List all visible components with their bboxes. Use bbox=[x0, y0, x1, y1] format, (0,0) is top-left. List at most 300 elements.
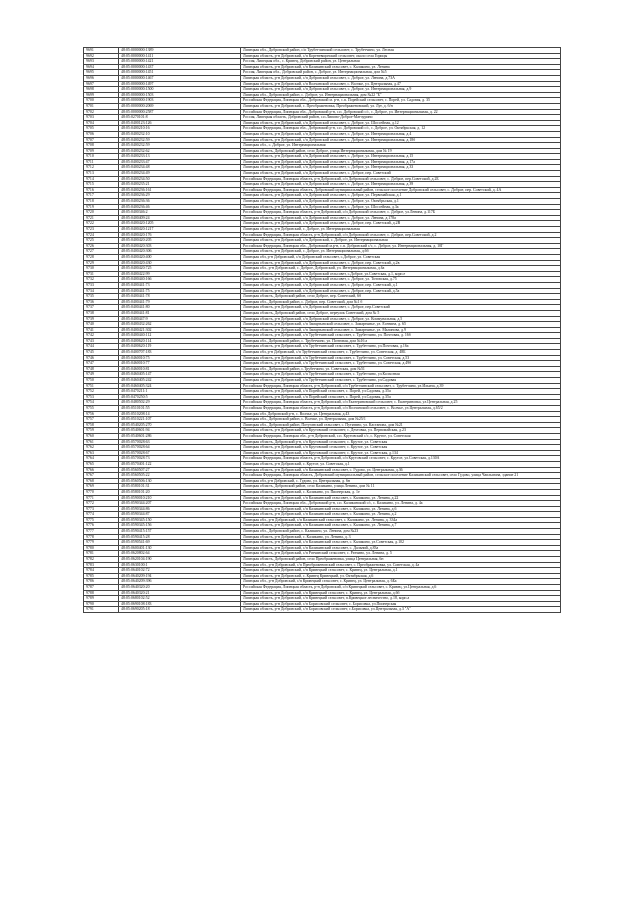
address-cell: Липецкая область, р-н Добровский, с/п Каликинский сельсовет, с. Каликино, ул. Ленина, д.22 bbox=[241, 495, 561, 501]
address-cell: Липецкая обл. Добровский р-н, с. Волчье, ул. Центральная, д.43 bbox=[241, 411, 561, 417]
cadastral-number-cell: 48:05:0640102:72 bbox=[119, 568, 241, 574]
cadastral-number-cell: 48:05:0460405:242 bbox=[119, 378, 241, 384]
cadastral-number-cell: 48:05:0000000:1467 bbox=[119, 75, 241, 81]
address-cell: Липецкая обл., Добровский район, с. Доброе, пер. Советский, дом №1 б bbox=[241, 299, 561, 305]
cadastral-number-cell: 48:05:0400234:49 bbox=[119, 171, 241, 177]
address-cell: Россия, Липецкая обл., с. Кривец, Добровский район, ул. Центральная bbox=[241, 59, 561, 65]
address-cell: Липецкая область, р-н Добровский, с/п Добровский, с. Доброе, ул. Интернациональная bbox=[241, 238, 561, 244]
address-cell: Липецкая область, р-н Добровский, с/п Кривецкий сельсовет, с. Кривец, ул. Центральная, д.6б bbox=[241, 590, 561, 596]
row-number-cell: 9701 bbox=[84, 103, 119, 109]
cadastral-number-cell: 48:05:0400236:161 bbox=[119, 187, 241, 193]
address-cell: Российская Федерация, Липецкая область, Добровский муниципальный район, сельское поселение Добровский сельсовет, с. Доброе, пер. Советский, д. 4А bbox=[241, 187, 561, 193]
address-cell: Липецкая область, р-н Добровский, с/п Замартынский сельсовет, с. Замартынье, ул. Малинова, д.9 bbox=[241, 327, 561, 333]
cadastral-number-cell: 48:05:0470250:5 bbox=[119, 394, 241, 400]
row-number-cell: 9704 bbox=[84, 120, 119, 126]
row-number-cell: 9721 bbox=[84, 215, 119, 221]
row-number-cell: 9782 bbox=[84, 557, 119, 563]
cadastral-number-cell: 48:05:0400123:126 bbox=[119, 120, 241, 126]
row-number-cell: 9790 bbox=[84, 601, 119, 607]
cadastral-number-cell: 48:05:0590344:87 bbox=[119, 512, 241, 518]
address-cell: Липецкая область, р-н Добровский, с/п Добровский сельсовет, с. Доброе, ул. Интернациональная, д.9 bbox=[241, 87, 561, 93]
row-number-cell: 9758 bbox=[84, 422, 119, 428]
cadastral-number-cell: 48:05:0400232:59 bbox=[119, 137, 241, 143]
cadastral-number-cell: 48:05:0540601:286 bbox=[119, 433, 241, 439]
cadastral-number-cell: 48:05:0400441:80 bbox=[119, 305, 241, 311]
cadastral-number-cell: 48:05:0510221:107 bbox=[119, 417, 241, 423]
address-cell: Липецкая область, р-н Добровский, с/п Добровский сельсовет, с. Доброе, ул. Первомайская, д.1 bbox=[241, 193, 561, 199]
address-cell: Липецкая область, р-н Добровский, с/п Добровский сельсовет, с.Доброе, ул.Советская, д.1, корп.е bbox=[241, 271, 561, 277]
address-cell: Российская Федерация, Липецкая область, р-н Добровский, с/п Волчанский сельсовет, с. Волчье, ул.Центральная, д.65/2 bbox=[241, 406, 561, 412]
address-cell: Липецкая обл., р-н Добровский, с/п Преображеновский сельсовет, с. Преображеновка, ул. Советская, д. 4а bbox=[241, 562, 561, 568]
row-number-cell: 9719 bbox=[84, 204, 119, 210]
row-number-cell: 9714 bbox=[84, 176, 119, 182]
row-number-cell: 9738 bbox=[84, 310, 119, 316]
cadastral-number-cell: 48:05:0400420:400 bbox=[119, 254, 241, 260]
row-number-cell: 9720 bbox=[84, 210, 119, 216]
row-number-cell: 9785 bbox=[84, 573, 119, 579]
row-number-cell: 9741 bbox=[84, 327, 119, 333]
address-cell: Российская Федерация, Липецкая область, р-н Добровский, с/п Добровский сельсовет, с. Доброе, пер.Советский, д.2 bbox=[241, 232, 561, 238]
row-number-cell: 9707 bbox=[84, 137, 119, 143]
address-cell: Липецкая область, р-н Добровский, с/п Добровский сельсовет, с. Доброе, ул. Шоссейная, д.12 bbox=[241, 120, 561, 126]
address-cell: Россия, Липецкая область, Добровский район, с.п.Липово-Доброе-Матчурино bbox=[241, 115, 561, 121]
address-cell: Липецкая область, р-н Добровский, с/п Добровский сельсовет, с. Доброе, ул. Интернациональная, д.4 bbox=[241, 131, 561, 137]
address-cell: Липецкая область, Добровский район, село Доброе, переулок Советский, дом № 5 bbox=[241, 310, 561, 316]
row-number-cell: 9727 bbox=[84, 249, 119, 255]
row-number-cell: 9756 bbox=[84, 411, 119, 417]
address-cell: Липецкая область, р-н Добровский, с/п Крутовский сельсовет, с. Крутое, ул. Советская bbox=[241, 445, 561, 451]
address-cell: Липецкая обл., Добровский район, с/п Трубетчинский сельсовет, с. Трубетчино, ул. Лесная bbox=[241, 48, 561, 54]
cadastral-number-cell: 48:05:0590344:207 bbox=[119, 501, 241, 507]
address-cell: Липецкая область, р-н Добровский, с. Преображеновка, Преображеновский, ул. Луг, д. б/н bbox=[241, 103, 561, 109]
cadastral-number-cell: 48:05:0400210:16 bbox=[119, 126, 241, 132]
row-number-cell: 9698 bbox=[84, 87, 119, 93]
address-cell: Липецкая область, р-н Добровский, с/п Каликинский сельсовет, с. Гудово, ул. Центральная, д.36 bbox=[241, 467, 561, 473]
cadastral-number-cell: 48:05:0460405:147 bbox=[119, 372, 241, 378]
row-number-cell: 9776 bbox=[84, 523, 119, 529]
address-cell: Российская Федерация, Липецкая обл., р-н Добровский, с.п. Крутовский с/с, с. Крутое, ул. Советская bbox=[241, 433, 561, 439]
cadastral-number-cell: 48:05:0400232:62 bbox=[119, 148, 241, 154]
row-number-cell: 9746 bbox=[84, 355, 119, 361]
cadastral-number-cell: 48:05:0400441:79 bbox=[119, 299, 241, 305]
address-cell: Российская Федерация, Липецкая обл., Добровский м.р-н, с.п. Добровский с/с, с. Доброе, ул. Интернациональная, д. 10Г bbox=[241, 243, 561, 249]
cadastral-number-cell: 48:05:0630100:1 bbox=[119, 562, 241, 568]
address-cell: Липецкая обл., р-н Добровский, с/п Каликинский сельсовет, с. Каликино, ул. Ленина, д. 334а bbox=[241, 517, 561, 523]
address-cell: Липецкая область, р-н Добровский, с/п Каликинский сельсовет, с. Каликино, ул. Ленина, д.7 bbox=[241, 523, 561, 529]
row-number-cell: 9747 bbox=[84, 361, 119, 367]
cadastral-number-cell: 48:05:0400421:302 bbox=[119, 327, 241, 333]
row-number-cell: 9736 bbox=[84, 299, 119, 305]
row-number-cell: 9700 bbox=[84, 98, 119, 104]
address-cell: Россия, Липецкая обл., Добровский район, с. Доброе, ул. Интернациональная, дом №5 bbox=[241, 70, 561, 76]
row-number-cell: 9728 bbox=[84, 254, 119, 260]
row-number-cell: 9753 bbox=[84, 394, 119, 400]
row-number-cell: 9775 bbox=[84, 517, 119, 523]
row-number-cell: 9757 bbox=[84, 417, 119, 423]
address-cell: Липецкая область, р-н Добровский, с/п Каликинский сельсовет, с. Каликино, ул. Ленина bbox=[241, 64, 561, 70]
address-cell: Липецкая область, р-н Добровский, с/п Каликинский сельсовет, с. Дальний, д.83а bbox=[241, 545, 561, 551]
cadastral-number-cell: 48:05:0540601:94 bbox=[119, 428, 241, 434]
row-number-cell: 9699 bbox=[84, 92, 119, 98]
address-cell: Липецкая обл., с. Доброе, ул. Интернациональная bbox=[241, 143, 561, 149]
address-cell: Российская Федерация, Липецкая область, р-н Добровский, с/п Екатериновский сельсовет, с. Екатериновка, ул.Центральная, д.25 bbox=[241, 400, 561, 406]
address-cell: Липецкая область, р-н Добровский, с/п Волчанский сельсовет, с. Волчье, ул. Центральная, д.47 bbox=[241, 81, 561, 87]
cadastral-number-cell: 48:05:0510101:55 bbox=[119, 406, 241, 412]
cadastral-number-cell: 48:05:0400234:48 bbox=[119, 165, 241, 171]
cadastral-number-cell: 48:05:0590345:150 bbox=[119, 517, 241, 523]
row-number-cell: 9693 bbox=[84, 59, 119, 65]
address-cell: Российская Федерация, Липецкая обл., Добровский м. р-н, с.п. Порейский сельсовет, с. Порей, ул. Садовая, д. 35 bbox=[241, 98, 561, 104]
cadastral-number-cell: 48:05:0400236:29 bbox=[119, 193, 241, 199]
row-number-cell: 9705 bbox=[84, 126, 119, 132]
row-number-cell: 9739 bbox=[84, 316, 119, 322]
row-number-cell: 9749 bbox=[84, 372, 119, 378]
cadastral-number-cell: 48:05:0560505:22 bbox=[119, 473, 241, 479]
address-cell: Российская Федерация, Липецкая область, р-н Добровский, с/п Кривецкий сельсовет, с. Кривец, ул.Центральная, д.6 bbox=[241, 585, 561, 591]
cadastral-number-cell: 48:05:0400233:13 bbox=[119, 154, 241, 160]
row-number-cell: 9768 bbox=[84, 478, 119, 484]
row-number-cell: 9729 bbox=[84, 260, 119, 266]
address-cell: Липецкая область, р-н Добровский, с/п Добровский сельсовет, с. Доброе, пер. Советский bbox=[241, 171, 561, 177]
address-cell: Российская Федерация, Липецкая область, р-н Добровский, с/п Добровский сельсовет, с. Доброе, ул.Ленина, д.117Б bbox=[241, 210, 561, 216]
cadastral-number-cell: 48:05:0000000:1437 bbox=[119, 64, 241, 70]
cadastral-number-cell: 48:05:0400420:1205 bbox=[119, 221, 241, 227]
address-cell: Липецкая область, р-н Добровский, с/п Трубетчинский сельсовет, с. Трубетчино, ул. Почтовая, д. 16б bbox=[241, 333, 561, 339]
row-number-cell: 9708 bbox=[84, 143, 119, 149]
cadastral-number-cell: 48:05:0460010:75 bbox=[119, 355, 241, 361]
cadastral-number-cell: 48:05:0400707:183 bbox=[119, 350, 241, 356]
address-cell: Липецкая область, р-н Добровский, с/п Добровский сельсовет, с. Доброе, пер. Советский, д.5а bbox=[241, 288, 561, 294]
row-number-cell: 9754 bbox=[84, 400, 119, 406]
row-number-cell: 9781 bbox=[84, 551, 119, 557]
row-number-cell: 9697 bbox=[84, 81, 119, 87]
cadastral-number-cell: 48:05:0570028:64 bbox=[119, 445, 241, 451]
address-cell: Липецкая область, р-н Добровский, с. Каликино, ул. Ленина, д. 3 bbox=[241, 534, 561, 540]
cadastral-number-cell: 48:05:0400441:81 bbox=[119, 310, 241, 316]
address-cell: Липецкая область, Добровский район, село Доброе, улица Интернациональная, дом № 19 bbox=[241, 148, 561, 154]
row-number-cell: 9788 bbox=[84, 590, 119, 596]
row-number-cell: 9706 bbox=[84, 131, 119, 137]
address-cell: Липецкая область, р-н Добровский, с/п Добровский сельсовет, с. Доброе, ул. Интернациональная, д.18б bbox=[241, 137, 561, 143]
row-number-cell: 9783 bbox=[84, 562, 119, 568]
cadastral-number-cell: 48:05:0560507:27 bbox=[119, 467, 241, 473]
cadastral-number-cell: 48:05:0400447:9 bbox=[119, 316, 241, 322]
address-cell: Липецкая обл., Добровский район, с. Трубетчино, ул. Почтовая, дом №16 а bbox=[241, 338, 561, 344]
cadastral-number-cell: 48:05:0400236:46 bbox=[119, 204, 241, 210]
address-cell: Липецкая область, р-н Добровский, с/п Добровский сельсовет, с. Доброе, ул. Октябрьская, д.1 bbox=[241, 199, 561, 205]
cadastral-number-cell: 48:05:0580101:20 bbox=[119, 489, 241, 495]
cadastral-number-cell: 48:05:0000000:2069 bbox=[119, 103, 241, 109]
cadastral-number-cell: 48:05:0510208:14 bbox=[119, 411, 241, 417]
address-cell: Липецкая обл, р-н Добровский, с/п Трубетчинский сельсовет, с. Трубетчино, ул. Советская, д. 48Б bbox=[241, 350, 561, 356]
cadastral-number-cell: 48:05:0400441:75 bbox=[119, 288, 241, 294]
cadastral-number-cell: 48:05:0590010:210 bbox=[119, 495, 241, 501]
cadastral-number-cell: 48:05:0000000:1389 bbox=[119, 48, 241, 54]
cadastral-number-cell: 48:05:0400420:430 bbox=[119, 260, 241, 266]
cadastral-number-cell: 48:05:0400420:306 bbox=[119, 249, 241, 255]
address-cell: Липецкая область, р-н Добровский, с. Каликино, ул. Пионерская, д. 1е bbox=[241, 489, 561, 495]
row-number-cell: 9742 bbox=[84, 333, 119, 339]
cadastral-number-cell: 48:05:0400233:47 bbox=[119, 159, 241, 165]
address-cell: Российская Федерация, Липецкая область, Добровский муниципальный район, сельское поселение Каликинский сельсовет, село Гудово, улица Чаплыгина, здание 21 bbox=[241, 473, 561, 479]
address-cell: Липецкая область, Добровский район, село Доброе, пер. Советский, 6б bbox=[241, 294, 561, 300]
cadastral-number-cell: 48:05:0620104:190 bbox=[119, 557, 241, 563]
cadastral-number-cell: 48:05:0400232:10 bbox=[119, 131, 241, 137]
cadastral-number-cell: 48:05:0570028:67 bbox=[119, 450, 241, 456]
cadastral-number-cell: 48:05:0460010:77 bbox=[119, 361, 241, 367]
row-number-cell: 9770 bbox=[84, 489, 119, 495]
address-cell: Липецкая область, р-н Добровский, с/п Трубетчинский сельсовет, с. Трубетчино, ул. Советская, д.53 bbox=[241, 355, 561, 361]
cadastral-number-cell: 48:05:0400420:1217 bbox=[119, 227, 241, 233]
cadastral-number-cell: 48:05:0000000:1497 bbox=[119, 81, 241, 87]
row-number-cell: 9723 bbox=[84, 227, 119, 233]
cadastral-number-cell: 48:05:0470211:1 bbox=[119, 389, 241, 395]
cadastral-number-cell: 48:05:0400346:2 bbox=[119, 210, 241, 216]
row-number-cell: 9750 bbox=[84, 378, 119, 384]
address-cell: Липецкая область, Добровский р-н, с/п Крутовский сельсовет, с. Крутое, ул. Советская bbox=[241, 439, 561, 445]
address-cell: Липецкая область, р-н Добровский, с/п Крутовский сельсовет, с. Крутое, ул. Советская, д.134 bbox=[241, 450, 561, 456]
row-number-cell: 9778 bbox=[84, 534, 119, 540]
address-cell: Липецкая область, р-н Добровский, с/п Трубетчинский сельсовет, с. Трубетчино, ул. Советская, д.49б bbox=[241, 361, 561, 367]
row-number-cell: 9791 bbox=[84, 607, 119, 613]
cadastral-number-cell: 48:05:0400232:59 bbox=[119, 143, 241, 149]
row-number-cell: 9767 bbox=[84, 473, 119, 479]
cadastral-number-cell: 48:05:0400441:78 bbox=[119, 294, 241, 300]
row-number-cell: 9786 bbox=[84, 579, 119, 585]
cadastral-number-cell: 48:05:0270101:8 bbox=[119, 115, 241, 121]
row-number-cell: 9752 bbox=[84, 389, 119, 395]
address-cell: Липецкая область, р-н Добровский, с/п Каликинский сельсовет, с. Каликино, ул.Советская, д.102 bbox=[241, 540, 561, 546]
address-cell: Липецкая область, р-н Добровский, с/п Добровский сельсовет, с. Доброе, пер. Советский, д.2В bbox=[241, 221, 561, 227]
cadastral-number-cell: 48:05:0640209:396 bbox=[119, 579, 241, 585]
row-number-cell: 9789 bbox=[84, 596, 119, 602]
cadastral-number-cell: 48:05:0590415:157 bbox=[119, 529, 241, 535]
address-cell: Липецкая область, р-н Добровский, с/п Замартынский сельсовет, с. Замартынье, ул. Есенина, д. 65 bbox=[241, 322, 561, 328]
cadastral-number-cell: 48:05:0400620:114 bbox=[119, 338, 241, 344]
cadastral-number-cell: 48:05:0400420:725 bbox=[119, 266, 241, 272]
row-number-cell: 9716 bbox=[84, 187, 119, 193]
address-cell: Липецкая область, р-н Добровский, с/п Добровский сельсовет, с. Доброе, ул. Титовская, д.75 bbox=[241, 277, 561, 283]
address-cell: Липецкая область, р-н Добровский, с/п Трубетчинский сельсовет, с. Трубетчино, ул.Колхозная bbox=[241, 372, 561, 378]
address-cell: Липецкая область, р-н Добровский, с/п Добровский сельсовет, с. Доброе, пер.Советский bbox=[241, 305, 561, 311]
address-cell: Российская Федерация, Липецкая область, р-н Добровский, с/п Крутовский сельсовет, с. Крутое, ул.Советская, д.130А bbox=[241, 456, 561, 462]
address-cell: Липецкая область, р-н Добровский, с/п Добровский сельсовет, с. Доброе, пер. Советский, д.2в bbox=[241, 260, 561, 266]
cadastral-number-cell: 48:05:0400441:73 bbox=[119, 282, 241, 288]
cadastral-number-cell: 48:05:0570401:122 bbox=[119, 461, 241, 467]
row-number-cell: 9743 bbox=[84, 338, 119, 344]
cadastral-number-cell: 48:05:0400409:24 bbox=[119, 215, 241, 221]
address-cell: Липецкая область, р-н Добровский, с/п Добровский сельсовет, с. Доброе, ул. Ленина, д.73А bbox=[241, 75, 561, 81]
address-cell: Липецкая область, р-н Добровский, с/п Порейский сельсовет, с. Порей, ул.Садовая, д.35а bbox=[241, 394, 561, 400]
cadastral-number-cell: 48:05:0400620:119 bbox=[119, 344, 241, 350]
address-cell: Липецкая обл., Добровский район, с. Волчье, ул. Центральная, дом №25/1 bbox=[241, 417, 561, 423]
address-cell: Липецкая область, р-н Добровский, с/п Добровский сельсовет, с. Доброе, ул. Интернациональная, д.33 bbox=[241, 165, 561, 171]
cadastral-number-cell: 48:05:0000000:1421 bbox=[119, 59, 241, 65]
cadastral-number-cell: 48:05:0640320:20 bbox=[119, 585, 241, 591]
address-cell: Липецкая обл., р-н Добровский, с/п Кривецкий сельсовет, с. Кривец, ул. Центральная, д. 6Ба bbox=[241, 579, 561, 585]
row-number-cell: 9702 bbox=[84, 109, 119, 115]
row-number-cell: 9717 bbox=[84, 193, 119, 199]
address-cell: Российская Федерация, Липецкая область, р-н Добровский, с/п Добровский сельсовет, с. Доброе, пер.Советский, д.2Б bbox=[241, 176, 561, 182]
cadastral-number-cell: 48:05:0400420:205 bbox=[119, 238, 241, 244]
cadastral-number-cell: 48:05:0680102:52 bbox=[119, 596, 241, 602]
cadastral-number-cell: 48:05:0460405:324 bbox=[119, 383, 241, 389]
registry-sheet bbox=[83, 47, 560, 613]
row-number-cell: 9703 bbox=[84, 115, 119, 121]
row-number-cell: 9734 bbox=[84, 288, 119, 294]
row-number-cell: 9724 bbox=[84, 232, 119, 238]
address-cell: Липецкая область, р-н Добровский, с/п Добровский сельсовет, с. Доброе, пер. Советский, д.1 bbox=[241, 282, 561, 288]
cadastral-number-cell: 48:05:0590344:86 bbox=[119, 506, 241, 512]
address-cell: Липецкая область, р-н Добровский, с/п Трубетчинский сельсовет, с. Трубетчино, ул.Садовая bbox=[241, 378, 561, 384]
cadastral-number-cell: 48:05:0000000:2587 bbox=[119, 109, 241, 115]
row-number-cell: 9762 bbox=[84, 445, 119, 451]
row-number-cell: 9740 bbox=[84, 322, 119, 328]
cadastral-number-cell: 48:05:0560506:130 bbox=[119, 478, 241, 484]
row-number-cell: 9730 bbox=[84, 266, 119, 272]
row-number-cell: 9765 bbox=[84, 461, 119, 467]
cadastral-number-cell: 48:05:0400234:50 bbox=[119, 176, 241, 182]
address-cell: Липецкая область, р-н Добровский, с/п Кривецкий сельсовет, с. Кривец, ул. Центральная, д.1 bbox=[241, 568, 561, 574]
row-number-cell: 9772 bbox=[84, 501, 119, 507]
address-cell: Липецкая область, р-н Добровский, с/п Кривецкий сельсовет, п.Кривецкое лесничество, д.18, корп.а bbox=[241, 596, 561, 602]
address-cell: Липецкая обл., Добровский район, с. Каликино, ул. Ленина, дом №23 bbox=[241, 529, 561, 535]
address-cell: Липецкая область, р-н Добровский, с/п Борисовский сельсовет, с. Борисовка, ул.Пионерская bbox=[241, 601, 561, 607]
row-number-cell: 9711 bbox=[84, 159, 119, 165]
address-cell: Липецкая область, р-н Добровский, с/п Каликинский сельсовет, с. Каликино, ул. Ленина, д.2 bbox=[241, 512, 561, 518]
address-cell: Липецкая область, р-н Добровский, с. Доброе, ул. Интернациональная, д.6б bbox=[241, 249, 561, 255]
row-number-cell: 9713 bbox=[84, 171, 119, 177]
cadastral-number-cell: 48:05:0400440:166 bbox=[119, 277, 241, 283]
cadastral-number-cell: 48:05:0460010:81 bbox=[119, 366, 241, 372]
row-number-cell: 9780 bbox=[84, 545, 119, 551]
cadastral-number-cell: 48:05:0620802:64 bbox=[119, 551, 241, 557]
row-number-cell: 9694 bbox=[84, 64, 119, 70]
cadastral-number-cell: 48:05:0590345:156 bbox=[119, 523, 241, 529]
cadastral-number-cell: 48:05:0400236:36 bbox=[119, 199, 241, 205]
row-number-cell: 9744 bbox=[84, 344, 119, 350]
row-number-cell: 9718 bbox=[84, 199, 119, 205]
row-number-cell: 9692 bbox=[84, 53, 119, 59]
address-cell: Российская Федерация, Липецкая обл., Добровский р-н, с.п. Каликинский с/с, с. Каликино, ул. Ленина, д. 4а bbox=[241, 501, 561, 507]
address-cell: Липецкая обл., Добровский район, с.Трубетчино, ул. Советская, дом №51 bbox=[241, 366, 561, 372]
table-row bbox=[84, 607, 561, 613]
cadastral-number-cell: 48:05:0400432:262 bbox=[119, 322, 241, 328]
address-cell: Липецкая обл., Добровский район, с. Доброе, ул. Интернациональная, дом №22 "Б" bbox=[241, 92, 561, 98]
row-number-cell: 9725 bbox=[84, 238, 119, 244]
row-number-cell: 9787 bbox=[84, 585, 119, 591]
address-cell: Липецкая область, р-н Добровский, с/п Добровский сельсовет, с. Доброе, ул. Интернациональная, д.17а bbox=[241, 159, 561, 165]
row-number-cell: 9779 bbox=[84, 540, 119, 546]
address-cell: Липецкая обл., р-н Добровский, с. Доброе, Добровский, ул. Интернациональная, д.6а bbox=[241, 266, 561, 272]
row-number-cell: 9751 bbox=[84, 383, 119, 389]
cadastral-number-cell: 48:05:0400420:303 bbox=[119, 243, 241, 249]
row-number-cell: 9761 bbox=[84, 439, 119, 445]
row-number-cell: 9715 bbox=[84, 182, 119, 188]
address-cell: Липецкая область, р-н Добровский, с/п Добровский сельсовет, с. Доброе, ул. Ленина, д.178а bbox=[241, 215, 561, 221]
row-number-cell: 9710 bbox=[84, 154, 119, 160]
address-cell: Липецкая обл, р-н Добровский, с/п Добровский сельсовет, с.Доброе, ул. Советская bbox=[241, 254, 561, 260]
address-cell: Липецкая область, р-н Добровский, с. Кривец Кривецкий, ул. Октябрьская, д.6 bbox=[241, 573, 561, 579]
registry-table bbox=[83, 47, 561, 613]
row-number-cell: 9755 bbox=[84, 406, 119, 412]
cadastral-number-cell: 48:05:0570028:73 bbox=[119, 456, 241, 462]
row-number-cell: 9733 bbox=[84, 282, 119, 288]
address-cell: Липецкая область, р-н Добровский, с/п Добровский сельсовет, с. Доброе, ул. Коммунальная, д.5 bbox=[241, 316, 561, 322]
row-number-cell: 9773 bbox=[84, 506, 119, 512]
cadastral-number-cell: 48:05:0480502:29 bbox=[119, 400, 241, 406]
address-cell: Липецкая область, р-н Добровский, с/п Крутовский сельсовет, с. Дехтовка, ул. Первомайская, д.23 bbox=[241, 428, 561, 434]
row-number-cell: 9771 bbox=[84, 495, 119, 501]
address-cell: Липецкая область, р-н Добровский, с/п Ратчинский сельсовет, с. Ратчино, ул. Ленина, д. 5 bbox=[241, 551, 561, 557]
cadastral-number-cell: 48:05:0690108:183 bbox=[119, 601, 241, 607]
row-number-cell: 9726 bbox=[84, 243, 119, 249]
cadastral-number-cell: 48:05:0000000:1903 bbox=[119, 98, 241, 104]
row-number-cell: 9696 bbox=[84, 75, 119, 81]
row-number-cell: 9763 bbox=[84, 450, 119, 456]
address-cell: Липецкая область, Добровский район, село Преображеновка, улица Центральная, 6н bbox=[241, 557, 561, 563]
row-number-cell: 9777 bbox=[84, 529, 119, 535]
address-cell: Липецкая область, р-н Добровский, с/п Трубетчинский сельсовет, с. Трубетчино, ул.Почтовая, д.16а bbox=[241, 344, 561, 350]
cadastral-number-cell: 48:05:0590415:28 bbox=[119, 534, 241, 540]
cadastral-number-cell: 48:05:0570028:63 bbox=[119, 439, 241, 445]
address-cell: Липецкая область, Добровский район, село Каликино, улица Ленина, дом № 11 bbox=[241, 484, 561, 490]
cadastral-number-cell: 48:05:0690205:18 bbox=[119, 607, 241, 613]
address-cell: Липецкая область, р-н Добровский, с/п Кореневщинский сельсовет, около села Горицы bbox=[241, 53, 561, 59]
address-cell: Липецкая обл., Добровский район, Потуганский сельсовет, с. Путятино, ул. Кастанова, дом №21 bbox=[241, 422, 561, 428]
cadastral-number-cell: 48:05:0400420:176 bbox=[119, 232, 241, 238]
cadastral-number-cell: 48:05:0600401:130 bbox=[119, 545, 241, 551]
row-number-cell: 9712 bbox=[84, 165, 119, 171]
cadastral-number-cell: 48:05:0580101:31 bbox=[119, 484, 241, 490]
cadastral-number-cell: 48:05:0640320:21 bbox=[119, 590, 241, 596]
row-number-cell: 9745 bbox=[84, 350, 119, 356]
row-number-cell: 9759 bbox=[84, 428, 119, 434]
address-cell: Липецкая обл, р-н Добровский, с. Гудово, ул. Центральная, д. 6н bbox=[241, 478, 561, 484]
registry-table-body bbox=[84, 48, 561, 613]
row-number-cell: 9766 bbox=[84, 467, 119, 473]
row-number-cell: 9737 bbox=[84, 305, 119, 311]
cadastral-number-cell: 48:05:0400440:112 bbox=[119, 333, 241, 339]
cadastral-number-cell: 48:05:0400235:21 bbox=[119, 182, 241, 188]
cadastral-number-cell: 48:05:0000000:1411 bbox=[119, 53, 241, 59]
row-number-cell: 9731 bbox=[84, 271, 119, 277]
address-cell: Липецкая область, р-н Добровский, с/п Добровский сельсовет, с. Доброе, ул. Интернациональная, д.39 bbox=[241, 182, 561, 188]
address-cell: Липецкая область, р-н Добровский, с/п Каликинский сельсовет, с. Каликино, ул. Ленина, д.6 bbox=[241, 506, 561, 512]
cadastral-number-cell: 48:05:0400422:99 bbox=[119, 271, 241, 277]
row-number-cell: 9691 bbox=[84, 48, 119, 54]
address-cell: Российская Федерация, Липецкая область, р-н Добровский, с/п Трубетчинский сельсовет, с. Трубетчино, ул.Ильича, д.39 bbox=[241, 383, 561, 389]
row-number-cell: 9695 bbox=[84, 70, 119, 76]
address-cell: Липецкая область, р-н Добровский, с/п Борисовский сельсовет, с.Борисовка, ул.Центральная, д.3 "А" bbox=[241, 607, 561, 613]
address-cell: Липецкая область, р-н Добровский, с. Доброе, ул. Интернациональная bbox=[241, 227, 561, 233]
row-number-cell: 9722 bbox=[84, 221, 119, 227]
address-cell: Липецкая область, р-н Добровский, с/п Добровский сельсовет, с. Доброе, ул. Интернациональная, д.15 bbox=[241, 154, 561, 160]
address-cell: Российская Федерация, Липецкая обл., Добровский р-н, с.п. Добровский с/с, с. Доброе, ул. Октябрьская, д. 12 bbox=[241, 126, 561, 132]
address-cell: Липецкая область, р-н Добровский, с/п Порейский сельсовет, с. Порей, ул.Садовая, д.35а bbox=[241, 389, 561, 395]
row-number-cell: 9760 bbox=[84, 433, 119, 439]
cadastral-number-cell: 48:05:0640209:194 bbox=[119, 573, 241, 579]
row-number-cell: 9735 bbox=[84, 294, 119, 300]
address-cell: Российская Федерация, Липецкая обл., Добровский р-н, с.п. Добровский с/с, с. Доброе, ул. Интернациональная, д. 22 bbox=[241, 109, 561, 115]
row-number-cell: 9764 bbox=[84, 456, 119, 462]
row-number-cell: 9784 bbox=[84, 568, 119, 574]
cadastral-number-cell: 48:05:0590541:69 bbox=[119, 540, 241, 546]
address-cell: Липецкая область, р-н Добровский, с. Крутое, ул. Советская, д.1 bbox=[241, 461, 561, 467]
address-cell: Липецкая область, р-н Добровский, с/п Добровский сельсовет, с. Доброе, ул. Шоссейная, д.3а bbox=[241, 204, 561, 210]
row-number-cell: 9709 bbox=[84, 148, 119, 154]
cadastral-number-cell: 48:05:0000000:1503 bbox=[119, 92, 241, 98]
